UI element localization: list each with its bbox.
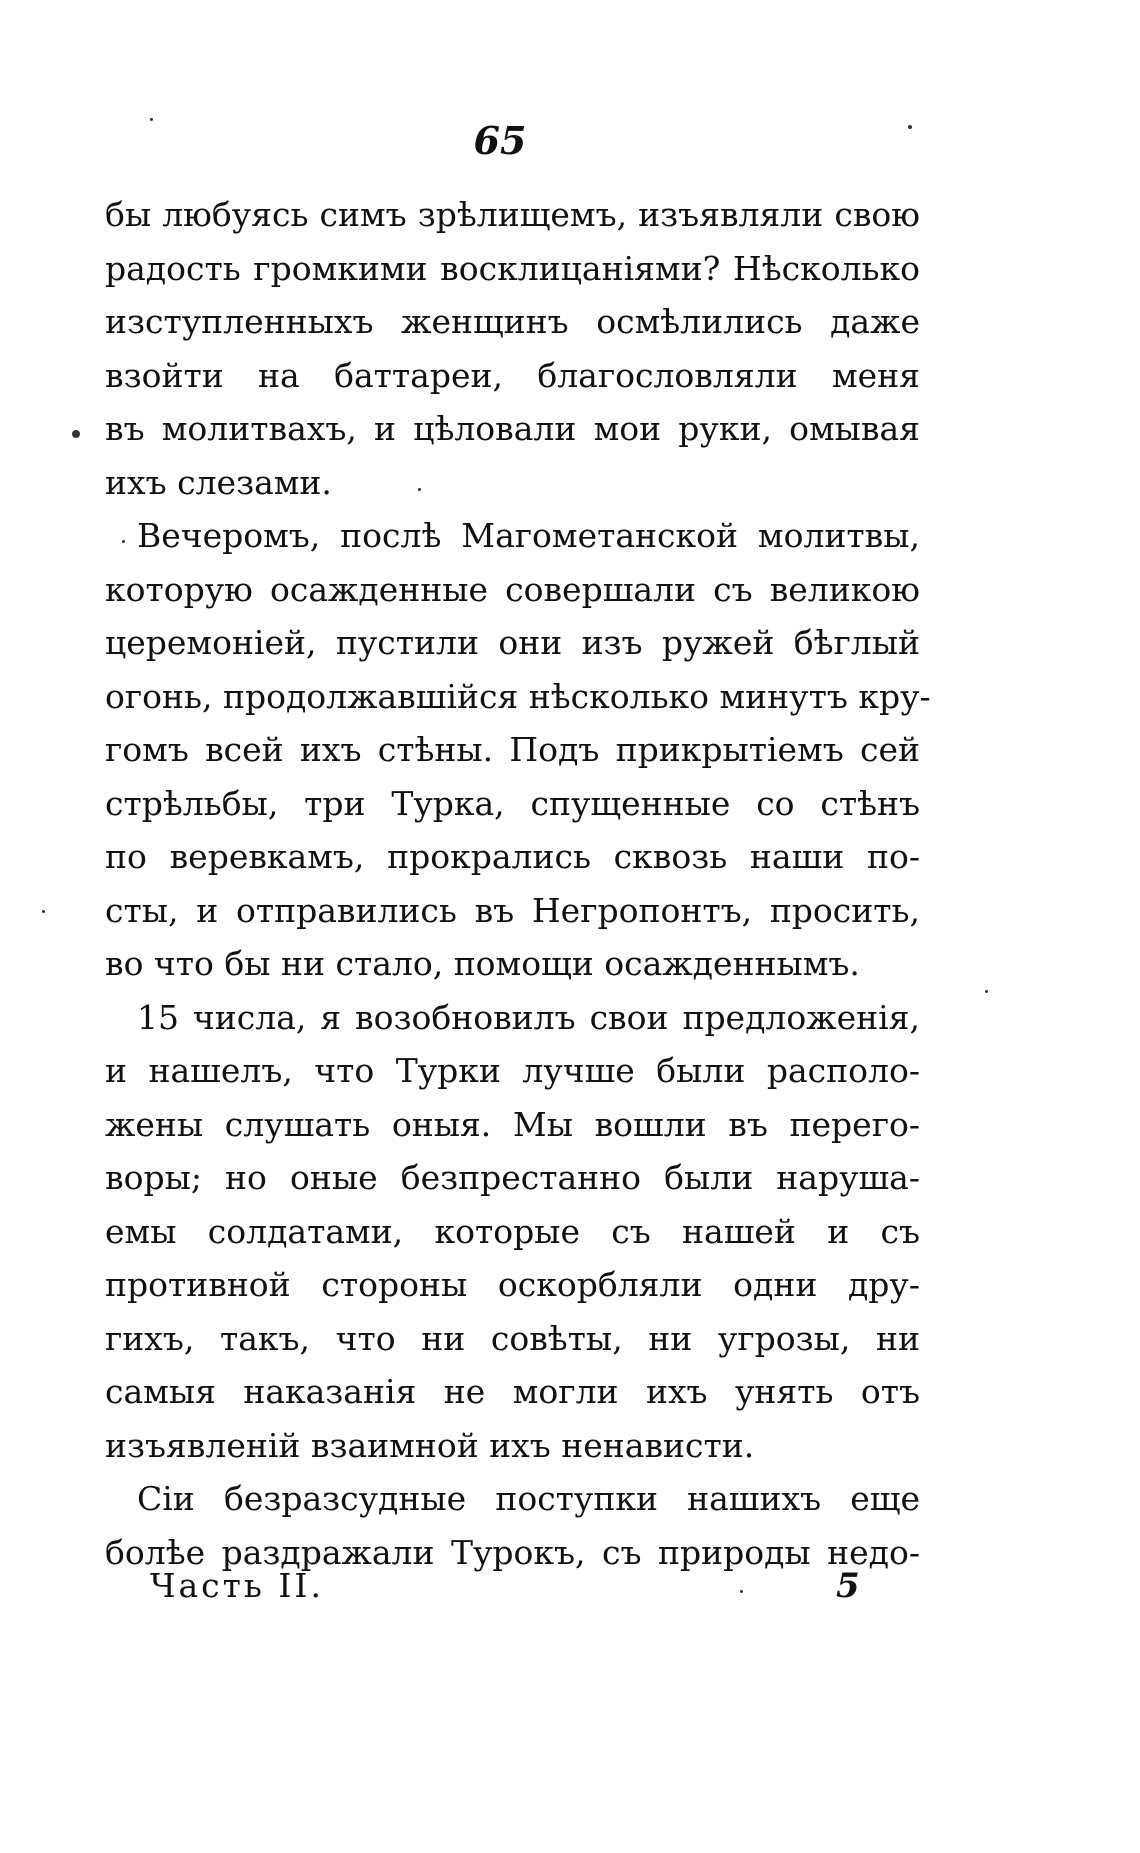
text-line: церемоніей, пустили они изъ ружей бѣглый xyxy=(105,623,920,662)
text-line: Сіи безразсудные поступки нашихъ еще xyxy=(137,1479,920,1518)
text-line: гихъ, такъ, что ни совѣты, ни угрозы, ни xyxy=(105,1318,920,1358)
text-line: Вечеромъ, послѣ Магометанской молитвы, xyxy=(137,516,920,555)
text-line: и нашелъ, что Турки лучше были располо- xyxy=(105,1051,920,1090)
signature-mark: Часть II. xyxy=(150,1566,324,1605)
text-line: изъявленій взаимной ихъ ненависти. xyxy=(105,1425,755,1465)
text-line: огонь, продолжавшійся нѣсколько минутъ кру- xyxy=(105,676,931,716)
gathering-mark: 5 xyxy=(836,1566,860,1606)
text-line: взойти на баттареи, благословляли меня xyxy=(105,355,920,395)
text-line: ихъ слезами. xyxy=(105,462,332,502)
text-line: жены слушать оныя. Мы вошли въ перего- xyxy=(105,1104,920,1144)
text-line: изступленныхъ женщинъ осмѣлились даже xyxy=(105,302,920,341)
body-text xyxy=(105,188,931,1579)
text-line: болѣе раздражали Турокъ, съ природы недо- xyxy=(105,1532,920,1572)
scan-speck xyxy=(908,125,912,129)
scan-speck xyxy=(418,488,421,491)
text-line: по веревкамъ, прокрались сквозь наши по- xyxy=(105,837,920,876)
text-line: самыя наказанія не могли ихъ унять отъ xyxy=(105,1372,920,1411)
page-number: 65 xyxy=(473,118,527,163)
scan-speck xyxy=(740,1590,743,1593)
paragraph-4 xyxy=(105,1472,920,1579)
text-line: во что бы ни стало, помощи осажденнымъ. xyxy=(105,944,860,983)
text-line: въ молитвахъ, и цѣловали мои руки, омывая xyxy=(105,409,920,448)
scan-speck xyxy=(42,910,45,913)
text-line: стрѣльбы, три Турка, спущенные со стѣнъ xyxy=(105,783,920,823)
scan-speck xyxy=(72,430,80,438)
scan-speck xyxy=(150,118,153,121)
scan-speck xyxy=(985,990,988,993)
text-line: сты, и отправились въ Негропонтъ, просить, xyxy=(105,890,920,930)
text-line: 15 числа, я возобновилъ свои предложенія, xyxy=(137,997,920,1037)
text-line: гомъ всей ихъ стѣны. Подъ прикрытіемъ сей xyxy=(105,730,920,769)
text-line: радость громкими восклицаніями? Нѣсколько xyxy=(105,248,920,288)
text-line: бы любуясь симъ зрѣлищемъ, изъявляли свою xyxy=(105,195,920,234)
text-line: противной стороны оскорбляли одни дру- xyxy=(105,1265,920,1304)
text-line: воры; но оные безпрестанно были наруша- xyxy=(105,1158,920,1197)
text-line: емы солдатами, которые съ нашей и съ xyxy=(105,1211,920,1251)
paragraph-1 xyxy=(105,188,920,509)
paragraph-2 xyxy=(105,509,931,991)
text-line: которую осажденные совершали съ великою xyxy=(105,569,920,609)
scan-speck xyxy=(122,540,125,543)
paragraph-3 xyxy=(105,991,920,1473)
